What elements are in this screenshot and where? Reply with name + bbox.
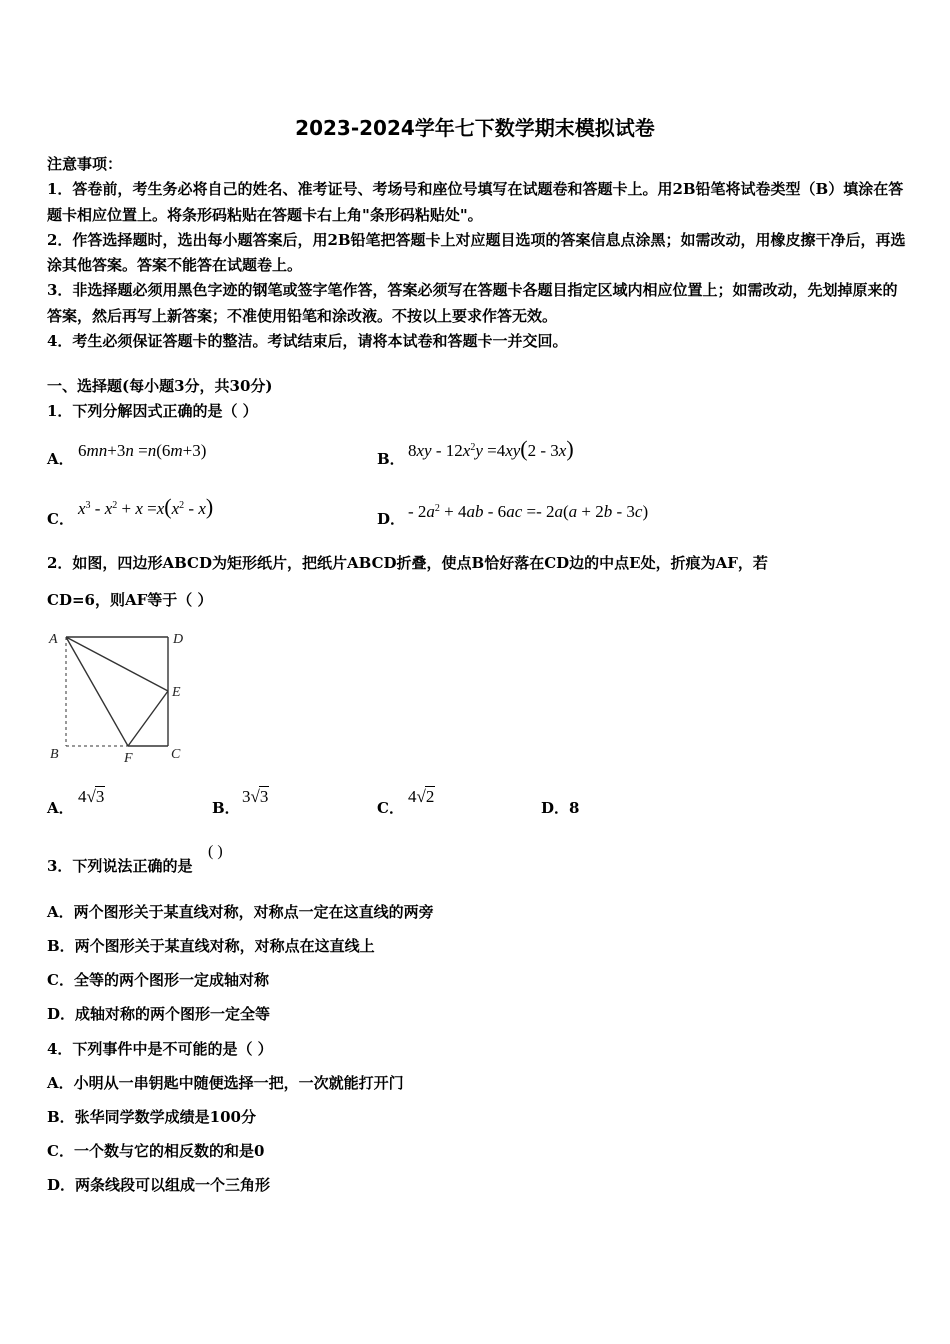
- q3-stem: 3．下列说法正确的是: [47, 857, 193, 875]
- q1-option-d-label: D．: [377, 510, 406, 528]
- q2-option-c-value: 4√2: [408, 787, 435, 806]
- coefficient: 4: [408, 787, 417, 806]
- q3-option: A．两个图形关于某直线对称，对称点一定在这直线的两旁: [47, 903, 434, 921]
- q2-option-a-label: A．: [47, 799, 74, 817]
- q1-option-d-formula: - $2a^2 + 4ab - 6ac =- 2a(a + 2b - 3c)$: [408, 502, 649, 521]
- radicand: 3: [259, 787, 269, 806]
- coefficient: 4: [78, 787, 87, 806]
- notice-item: 1．答卷前，考生务必将自己的姓名、准考证号、考场号和座位号填写在试题卷和答题卡上。用2B铅笔将试卷类型（B）填涂在答题卡相应位置上。将条形码粘贴在答题卡右上角"条形码粘贴处"。: [47, 180, 904, 224]
- q2-option-b-value: 3√3: [242, 787, 269, 806]
- q1-option-b-formula: $8xy - 12x^2y =4xy(2 - 3x)$: [408, 436, 574, 461]
- q4-stem: 4．下列事件中是不可能的是（ ）: [47, 1040, 273, 1058]
- q2-stem-line2: CD=6，则AF等于（ ）: [47, 591, 213, 609]
- q2-option-c-label: C．: [377, 799, 404, 817]
- q1-option-c-formula: $x^3 - x^2 + x =x(x^2 - x)$: [78, 494, 214, 519]
- q4-option: B．张华同学数学成绩是100分: [47, 1108, 256, 1126]
- point-label-c: C: [171, 747, 181, 762]
- q2-option-d-label: D．: [541, 799, 570, 817]
- q3-option: D．成轴对称的两个图形一定全等: [47, 1005, 271, 1023]
- point-label-e: E: [172, 685, 181, 700]
- notice-item: 2．作答选择题时，选出每小题答案后，用2B铅笔把答题卡上对应题目选项的答案信息点涂黑；如需改动，用橡皮擦干净后，再选涂其他答案。答案不能答在试题卷上。: [47, 230, 906, 275]
- point-label-d: D: [173, 632, 184, 647]
- q3-option: B．两个图形关于某直线对称，对称点在这直线上: [47, 937, 375, 955]
- notice-item: 4．考生必须保证答题卡的整洁。考试结束后，请将本试卷和答题卡一并交回。: [47, 332, 568, 351]
- q2-stem-line1: 2．如图，四边形ABCD为矩形纸片，把纸片ABCD折叠，使点B恰好落在CD边的中点E处，折痕为AF，若: [47, 554, 768, 572]
- q4-option: A．小明从一串钥匙中随便选择一把，一次就能打开门: [47, 1074, 404, 1092]
- rectangle-fold-figure: [40, 625, 200, 770]
- q4-option: D．两条线段可以组成一个三角形: [47, 1176, 271, 1194]
- q2-option-b-label: B．: [212, 799, 240, 817]
- page-title: 2023-2024学年七下数学期末模拟试卷: [295, 116, 655, 140]
- q1-option-b-label: B．: [377, 450, 405, 468]
- section-heading: 一、选择题(每小题3分，共30分): [47, 377, 273, 395]
- q2-option-d-value: 8: [569, 799, 580, 817]
- q1-option-c-label: C．: [47, 510, 74, 528]
- point-label-f: F: [124, 751, 133, 766]
- point-label-a: A: [49, 632, 58, 647]
- notice-heading: 注意事项：: [47, 155, 123, 173]
- q4-option: C．一个数与它的相反数的和是0: [47, 1142, 265, 1160]
- coefficient: 3: [242, 787, 251, 806]
- q3-option: C．全等的两个图形一定成轴对称: [47, 971, 269, 989]
- notice-block: [47, 152, 907, 354]
- notice-item: 3．非选择题必须用黑色字迹的钢笔或签字笔作答，答案必须写在答题卡各题目指定区域内相应位置上；如需改动，先划掉原来的答案，然后再写上新答案；不准使用铅笔和涂改液。不按以上要求作答无效。: [47, 281, 898, 325]
- q1-option-a-label: A．: [47, 450, 74, 468]
- point-label-b: B: [50, 747, 59, 762]
- radicand: 2: [425, 787, 435, 806]
- q1-stem: 1．下列分解因式正确的是（ ）: [47, 402, 258, 420]
- radicand: 3: [95, 787, 105, 806]
- q2-option-d: [541, 797, 579, 818]
- q1-option-a-formula: 6mn+3n =n(6m+3): [78, 441, 207, 460]
- q3-answer-paren: ( ): [208, 843, 223, 860]
- segment-fe: [128, 691, 168, 746]
- q2-option-a-value: 4√3: [78, 787, 105, 806]
